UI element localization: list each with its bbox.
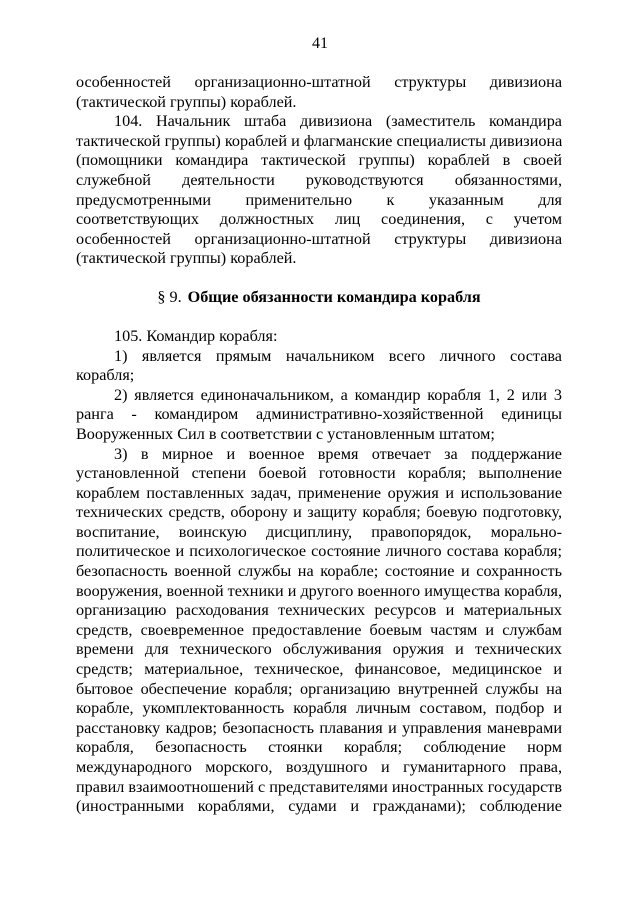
section-number: § 9. bbox=[157, 287, 182, 306]
text-line: предусмотренными применительно к указанным для bbox=[76, 190, 562, 209]
text-line: тактической группы) кораблей и флагманские специалисты дивизиона bbox=[76, 131, 562, 150]
section-title: Общие обязанности командира корабля bbox=[187, 287, 481, 306]
list-item-1: 1) является прямым начальником всего личного состава bbox=[114, 346, 562, 365]
text-line: корабля, безопасность стоянки корабля; соблюдение норм bbox=[76, 738, 562, 757]
page-number: 41 bbox=[312, 35, 328, 52]
text-line: (помощники командира тактической группы) кораблей в своей bbox=[76, 151, 562, 170]
paragraph-104-first-line: 104. Начальник штаба дивизиона (заместитель командира bbox=[114, 112, 562, 131]
text-line: безопасность военной службы на корабле; состояние и сохранность bbox=[76, 562, 562, 581]
text-line: технических средств, оборону и защиту корабля; боевую подготовку, bbox=[76, 503, 562, 522]
list-item-2: 2) является единоначальником, а командир корабля 1, 2 или 3 bbox=[114, 385, 562, 404]
list-item-3: 3) в мирное и военное время отвечает за поддержание bbox=[114, 444, 562, 463]
text-line: организацию расходования технических ресурсов и материальных bbox=[76, 601, 562, 620]
text-line: соответствующих должностных лиц соединения, с учетом bbox=[76, 210, 562, 229]
text-line: ранга - командиром административно-хозяйственной единицы bbox=[76, 405, 562, 424]
text-line: времени для технического обслуживания оружия и технических bbox=[76, 640, 562, 659]
text-line: политическое и психологическое состояние личного состава корабля; bbox=[76, 542, 562, 561]
text-line: установленной степени боевой готовности корабля; выполнение bbox=[76, 464, 562, 483]
text-line: вооружения, военной техники и другого военного имущества корабля, bbox=[76, 581, 562, 600]
text-line: средств, своевременное предоставление боевым частям и службам bbox=[76, 620, 562, 639]
text-line: расстановку кадров; безопасность плавания и управления маневрами bbox=[76, 718, 562, 737]
text-line: воспитание, воинскую дисциплину, правопорядок, морально- bbox=[76, 522, 562, 541]
paragraph-105-intro: 105. Командир корабля: bbox=[114, 326, 278, 345]
text-line: особенностей организационно-штатной структуры дивизиона bbox=[76, 229, 562, 248]
text-line: служебной деятельности руководствуются обязанностями, bbox=[76, 170, 562, 189]
section-heading bbox=[76, 286, 562, 308]
text-line: Вооруженных Сил в соответствии с установленным штатом; bbox=[76, 424, 495, 443]
text-line: средств; материальное, техническое, финансовое, медицинское и bbox=[76, 660, 562, 679]
text-line: международного морского, воздушного и гуманитарного права, bbox=[76, 758, 562, 776]
text-line: правил взаимоотношений с представителями иностранных государств bbox=[76, 777, 562, 796]
text-line: бытовое обеспечение корабля; организацию внутренней службы на bbox=[76, 679, 562, 698]
body-text bbox=[76, 73, 562, 817]
text-line: корабля; bbox=[76, 366, 135, 385]
text-line: (иностранными кораблями, судами и гражданами); соблюдение bbox=[76, 797, 562, 816]
text-line: (тактической группы) кораблей. bbox=[76, 92, 297, 111]
text-line: кораблем поставленных задач, применение оружия и использование bbox=[76, 483, 562, 502]
text-line: корабле, укомплектованность корабля личным составом, подбор и bbox=[76, 699, 562, 718]
text-line: особенностей организационно-штатной структуры дивизиона bbox=[76, 73, 562, 91]
text-line: (тактической группы) кораблей. bbox=[76, 249, 297, 268]
